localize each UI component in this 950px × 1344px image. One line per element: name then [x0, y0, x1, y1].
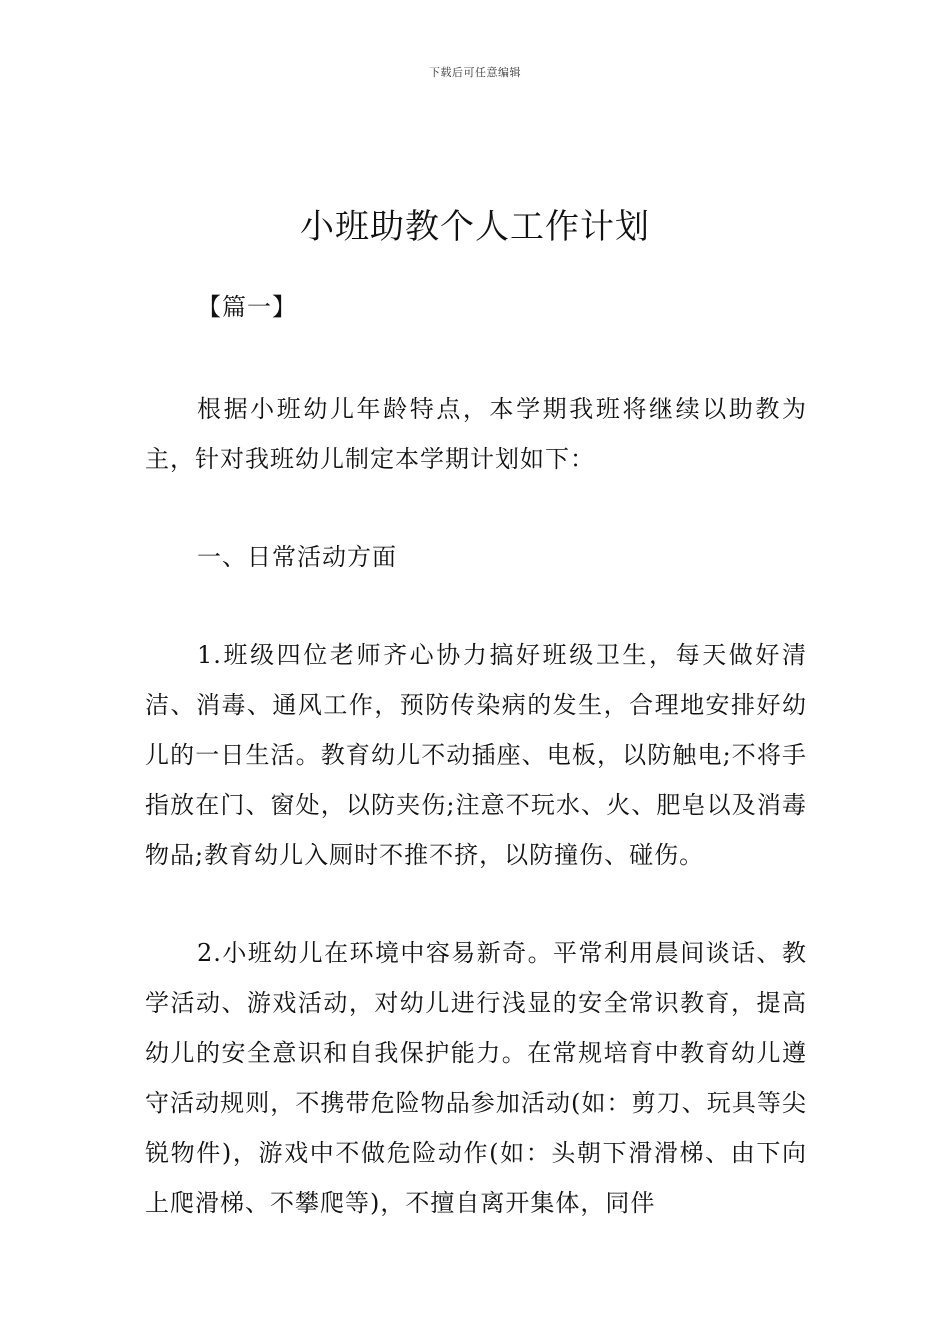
- document-title: 小班助教个人工作计划: [300, 206, 650, 247]
- header-note: 下载后可任意编辑: [429, 66, 521, 79]
- paragraph-item-1: 1.班级四位老师齐心协力搞好班级卫生，每天做好清洁、消毒、通风工作，预防传染病的发生，合理地安排好幼儿的一日生活。教育幼儿不动插座、电板，以防触电;不将手指放在门、窗处，以防夹伤;注意不玩水、火、肥皂以及消毒物品;教育幼儿入厕时不推不挤，以防撞伤、碰伤。: [145, 641, 807, 869]
- document-body: [145, 282, 807, 1276]
- section-label: 【篇一】: [197, 293, 297, 321]
- paragraph-heading-daily-activities: 一、日常活动方面: [197, 543, 397, 571]
- paragraph-intro: 根据小班幼儿年龄特点，本学期我班将继续以助教为主，针对我班幼儿制定本学期计划如下：: [145, 395, 807, 473]
- paragraph-item-2: 2.小班幼儿在环境中容易新奇。平常利用晨间谈话、教学活动、游戏活动，对幼儿进行浅显的安全常识教育，提高幼儿的安全意识和自我保护能力。在常规培育中教育幼儿遵守活动规则，不携带危险物品参加活动(如：剪刀、玩具等尖锐物件)，游戏中不做危险动作(如：头朝下滑滑梯、由下向上爬滑梯、不攀爬等)，不擅自离开集体，同伴: [145, 939, 807, 1217]
